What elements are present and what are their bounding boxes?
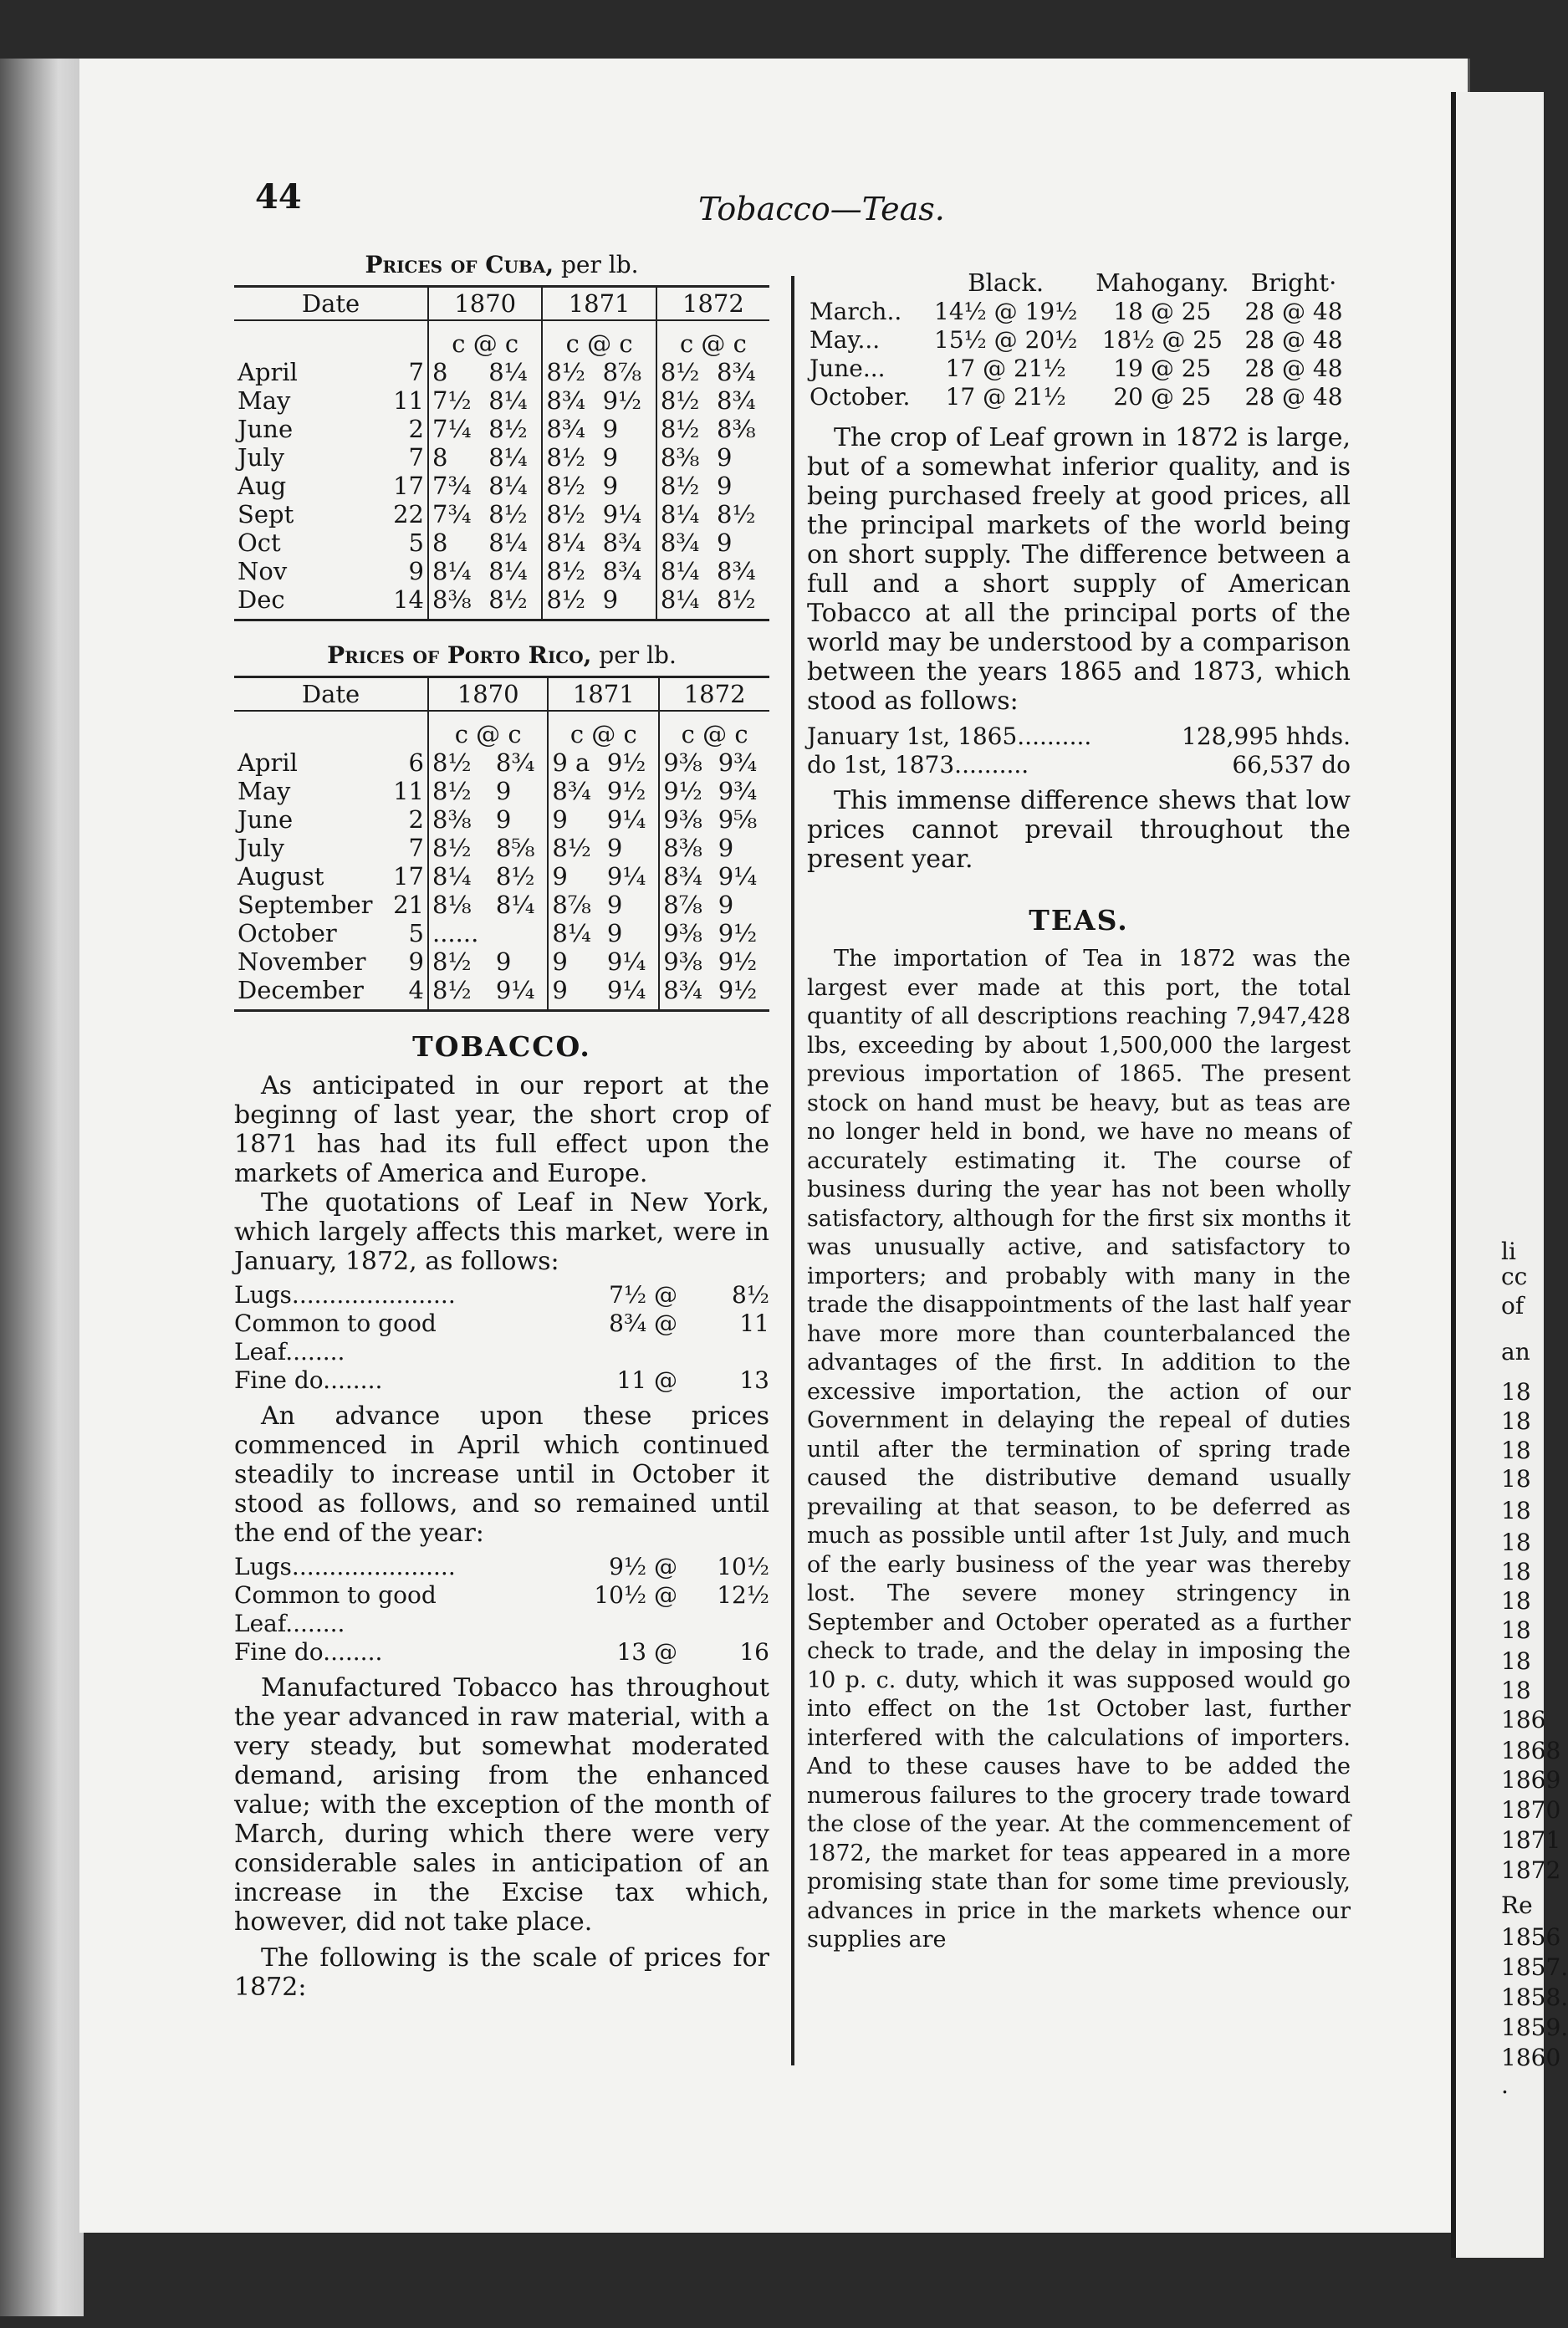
table-row xyxy=(234,472,769,500)
price-cell: 9 xyxy=(495,777,512,805)
month-cell: October xyxy=(237,919,337,947)
price-cell: 9½ xyxy=(659,777,714,805)
january-quotations xyxy=(234,1281,769,1395)
price-cell: 9⅜ xyxy=(659,947,714,976)
price-cell: 8 xyxy=(432,528,448,557)
table-row xyxy=(234,947,769,976)
day-cell: 5 xyxy=(387,528,428,557)
day-cell: 17 xyxy=(387,862,428,891)
teas-section xyxy=(807,945,1351,1955)
quotation-cell: Lugs...................... xyxy=(234,1553,456,1580)
day-cell: 9 xyxy=(387,557,428,585)
price-cell: 8½ xyxy=(656,415,713,443)
price-cell: 9 xyxy=(606,834,623,862)
price-cell: 9¼ xyxy=(718,862,758,891)
month-cell: Sept xyxy=(237,500,294,528)
price-cell: 8½ xyxy=(495,862,535,891)
day-cell: 2 xyxy=(387,415,428,443)
cents-at-cents-label: c @ c xyxy=(548,711,659,748)
price-cell: 9¾ xyxy=(718,777,758,805)
day-cell: 9 xyxy=(387,947,428,976)
price-cell: 9 xyxy=(718,891,734,919)
price-cell: 8½ xyxy=(432,748,472,777)
blank-cell xyxy=(387,711,428,748)
facing-page-fragment: 18 xyxy=(1501,1465,1531,1493)
column-divider xyxy=(791,276,794,2065)
price-cell: 9½ xyxy=(606,777,646,805)
price-cell: 8¼ xyxy=(488,557,528,585)
price-cell: 8 xyxy=(432,358,448,386)
price-cell: 7¾ xyxy=(432,472,472,500)
price-cell: 8¼ xyxy=(656,585,713,620)
price-cell: 8½ xyxy=(656,472,713,500)
price-cell: 8⅞ xyxy=(548,891,603,919)
scale-cell: March.. xyxy=(810,298,902,325)
price-cell: 8¾ xyxy=(548,777,603,805)
price-cell: 9 xyxy=(602,415,619,443)
price-cell: 9½ xyxy=(715,976,769,1011)
month-cell: July xyxy=(237,443,284,472)
price-cell: 7¾ xyxy=(432,500,472,528)
table-row xyxy=(234,834,769,862)
quotation-cell: 10½ @ xyxy=(594,1581,677,1609)
price-cell: 9½ xyxy=(606,748,646,777)
price-cell: 8¼ xyxy=(656,557,713,585)
price-cell: 8½ xyxy=(542,472,599,500)
month-cell: July xyxy=(237,834,284,862)
blank-cell xyxy=(234,320,387,358)
quotation-cell: 16 xyxy=(739,1638,769,1666)
price-cell xyxy=(493,919,548,947)
price-cell: 8⅜ xyxy=(428,585,485,620)
blank-cell xyxy=(387,320,428,358)
price-cell: 8½ xyxy=(656,358,713,386)
scale-cell: 17 @ 21½ xyxy=(945,355,1066,382)
quotation-cell: Common to good Leaf........ xyxy=(234,1310,437,1366)
table-row xyxy=(234,585,769,620)
facing-page-fragment: 1871 xyxy=(1501,1826,1561,1854)
leaf-paragraph: The crop of Leaf grown in 1872 is large, but of a somewhat inferior quality, and is being purchased freely at good prices, all the principal markets of the world being on short supply. The difference between a full and a short supply of American Tobacco at all the principal ports of the world may be understood by a comparison between the years 1865 and 1873, which stood as follows: xyxy=(807,423,1351,716)
price-cell: 9 xyxy=(548,947,603,976)
month-cell: December xyxy=(234,976,387,1011)
price-cell: 8¼ xyxy=(432,862,472,891)
price-cell: 9¼ xyxy=(606,947,646,976)
quotation-cell: 11 @ xyxy=(616,1366,677,1394)
price-cell: 8½ xyxy=(485,585,542,620)
price-cell: 8¾ xyxy=(495,748,535,777)
quotation-cell: 8½ xyxy=(732,1281,769,1309)
price-cell: 8¼ xyxy=(488,472,528,500)
price-cell: 9 xyxy=(548,862,603,891)
scale-cell: June... xyxy=(810,355,886,382)
price-cell: 8½ xyxy=(432,777,472,805)
month-cell: April xyxy=(237,358,298,386)
month-cell: Aug xyxy=(237,472,287,500)
year-header: 1870 xyxy=(428,287,542,321)
facing-page-fragment: 18 xyxy=(1501,1677,1531,1704)
quotation-cell: 9½ @ xyxy=(609,1553,677,1580)
facing-page-fragment: Re xyxy=(1501,1892,1533,1919)
price-cell: 9 xyxy=(606,891,623,919)
day-cell: 2 xyxy=(387,805,428,834)
price-cell: 8½ xyxy=(713,585,769,620)
quotation-cell: 10½ xyxy=(717,1553,769,1580)
price-cell: 8½ xyxy=(432,947,472,976)
price-cell: 9 xyxy=(600,585,656,620)
month-cell: Dec xyxy=(234,585,387,620)
table-row xyxy=(234,862,769,891)
price-cell: 7½ xyxy=(432,386,472,415)
scale-cell: October. xyxy=(810,383,911,411)
day-cell: 6 xyxy=(387,748,428,777)
teas-heading: TEAS. xyxy=(1029,904,1129,937)
price-cell: 8½ xyxy=(432,834,472,862)
price-cell: 9¼ xyxy=(606,805,646,834)
left-column xyxy=(234,251,769,2002)
price-cell: 8¾ xyxy=(602,528,642,557)
price-cell: 9 xyxy=(606,919,623,947)
price-cell: 9 xyxy=(602,443,619,472)
price-cell: 9 xyxy=(602,472,619,500)
facing-page-fragment: 1859. xyxy=(1501,2014,1568,2041)
price-cell: 8¾ xyxy=(542,386,599,415)
scale-cell: 28 @ 48 xyxy=(1244,326,1343,354)
price-cell: 8⅜ xyxy=(659,834,714,862)
price-cell: 8 xyxy=(432,443,448,472)
price-cell: 8¾ xyxy=(717,557,756,585)
price-cell: 9½ xyxy=(718,919,758,947)
quotation-cell: 13 @ xyxy=(616,1638,677,1666)
day-cell: 11 xyxy=(387,386,428,415)
price-cell: 8¾ xyxy=(659,976,714,1011)
quotation-cell: Common to good Leaf........ xyxy=(234,1581,437,1637)
facing-page-fragment: 1869 xyxy=(1501,1766,1561,1794)
porto-rico-price-table xyxy=(234,676,769,1012)
day-cell: 11 xyxy=(387,777,428,805)
tobacco-paragraph: The quotations of Leaf in New York, which largely affects this market, were in January, 1872, as follows: xyxy=(234,1188,769,1276)
price-cell: 9⅜ xyxy=(659,805,714,834)
price-cell: 8¾ xyxy=(602,557,642,585)
month-cell: May xyxy=(237,777,291,805)
year-header: 1871 xyxy=(548,677,659,712)
tobacco-paragraph: Manufactured Tobacco has throughout the year advanced in raw material, with a very steady, but somewhat moderated demand, arising from the enhanced value; with the exception of the month of March, during which there were very considerable sales in anticipation of an increase in the Excise tax which, however, did not take place. xyxy=(234,1673,769,1937)
day-cell: 14 xyxy=(387,585,428,620)
tobacco-paragraph: An advance upon these prices commenced in April which continued steadily to increase until in October it stood as follows, and so remained until the end of the year: xyxy=(234,1401,769,1548)
price-cell: 8½ xyxy=(548,834,603,862)
price-cell: 8¼ xyxy=(488,443,528,472)
facing-page-fragment: 18 xyxy=(1501,1616,1531,1644)
table-row xyxy=(234,891,769,919)
scale-cell: 28 @ 48 xyxy=(1244,383,1343,411)
price-cell: 9¼ xyxy=(606,862,646,891)
facing-page-fragment: cc xyxy=(1501,1263,1528,1290)
price-scale-table xyxy=(807,268,1351,411)
scale-header: Mahogany. xyxy=(1096,268,1229,297)
facing-page-fragment: 1868 xyxy=(1501,1737,1561,1764)
price-cell: 9⅝ xyxy=(718,805,758,834)
price-cell: 8½ xyxy=(488,500,528,528)
price-cell: 8¾ xyxy=(717,386,756,415)
price-cell: 8¾ xyxy=(542,415,599,443)
table-row xyxy=(234,358,769,386)
cents-at-cents-row xyxy=(234,711,769,748)
stock-cell: do 1st, 1873.......... xyxy=(807,751,1029,779)
table-row xyxy=(234,500,769,528)
price-cell: 8¼ xyxy=(432,557,472,585)
facing-page-fragment: 186 xyxy=(1501,1706,1546,1733)
price-cell: 9½ xyxy=(602,386,642,415)
scale-header: Black. xyxy=(968,268,1044,297)
table-row xyxy=(807,326,1351,355)
price-cell: 8⅝ xyxy=(495,834,535,862)
price-cell: 8¾ xyxy=(656,528,713,557)
year-header: 1872 xyxy=(659,677,769,712)
price-cell: 8⅜ xyxy=(656,443,713,472)
price-cell: 9 xyxy=(717,472,733,500)
price-cell: 8½ xyxy=(717,500,756,528)
facing-page-fragment: li xyxy=(1501,1238,1516,1265)
cents-at-cents-label: c @ c xyxy=(656,320,769,358)
price-cell: 9 xyxy=(718,834,734,862)
cuba-price-table xyxy=(234,285,769,621)
year-header: 1871 xyxy=(542,287,656,321)
price-cell: 8¼ xyxy=(542,528,599,557)
price-cell: 9 a xyxy=(548,748,603,777)
quotation-cell: 8¾ @ xyxy=(609,1310,677,1337)
month-cell: June xyxy=(237,415,294,443)
scale-cell: 18 @ 25 xyxy=(1113,298,1212,325)
day-cell: 22 xyxy=(387,500,428,528)
price-cell: 9⅜ xyxy=(659,748,714,777)
quotation-cell: Lugs...................... xyxy=(234,1281,456,1309)
facing-page-fragment: of xyxy=(1501,1292,1525,1320)
cents-at-cents-label: c @ c xyxy=(542,320,656,358)
page-number: 44 xyxy=(255,177,302,217)
quotation-cell: Fine do........ xyxy=(234,1638,383,1666)
price-cell: 8¼ xyxy=(488,528,528,557)
date-header: Date xyxy=(234,287,428,321)
scale-cell: 18½ @ 25 xyxy=(1101,326,1223,354)
price-cell: 8½ xyxy=(542,358,599,386)
tobacco-paragraph: The following is the scale of prices for 1872: xyxy=(234,1943,769,2002)
month-cell: June xyxy=(237,805,294,834)
quotation-cell: 12½ xyxy=(717,1581,769,1609)
blank-cell xyxy=(234,711,387,748)
price-cell: ...... xyxy=(432,919,479,947)
facing-page-fragment: 18 xyxy=(1501,1437,1531,1464)
facing-page-fragment: 1858. xyxy=(1501,1983,1568,2011)
price-cell: 9¼ xyxy=(602,500,642,528)
porto-rico-table-caption: Prices of Porto Rico, per lb. xyxy=(327,641,677,669)
day-cell: 5 xyxy=(387,919,428,947)
facing-page-fragment: 18 xyxy=(1501,1529,1531,1556)
table-row xyxy=(234,976,769,1011)
facing-page-fragment: 1856 xyxy=(1501,1923,1561,1951)
day-cell: 17 xyxy=(387,472,428,500)
year-header: 1870 xyxy=(428,677,548,712)
price-cell: 8½ xyxy=(542,500,599,528)
price-cell: 8⅜ xyxy=(717,415,756,443)
book-spine xyxy=(0,59,84,2316)
table-row xyxy=(234,805,769,834)
scale-cell: 20 @ 25 xyxy=(1113,383,1212,411)
price-cell: 8½ xyxy=(542,557,599,585)
month-cell: November xyxy=(237,947,366,976)
price-cell: 8¾ xyxy=(717,358,756,386)
stock-cell: 128,995 hhds. xyxy=(1182,722,1351,750)
quotation-cell: 11 xyxy=(739,1310,769,1337)
price-cell: 9 xyxy=(717,528,733,557)
table-row xyxy=(807,355,1351,383)
price-cell: 7¼ xyxy=(432,415,472,443)
price-cell: 9 xyxy=(548,805,603,834)
facing-page-fragment: 18 xyxy=(1501,1497,1531,1524)
right-column xyxy=(807,268,1351,1955)
price-cell: 8½ xyxy=(488,415,528,443)
facing-page-fragment: 18 xyxy=(1501,1378,1531,1406)
price-cell: 8¼ xyxy=(495,891,535,919)
table-row xyxy=(234,919,769,947)
price-cell: 9¾ xyxy=(718,748,758,777)
price-cell: 8⅛ xyxy=(432,891,472,919)
facing-page-fragment: 18 xyxy=(1501,1558,1531,1585)
price-cell: 9⅜ xyxy=(659,919,714,947)
scale-cell: 28 @ 48 xyxy=(1244,355,1343,382)
date-header: Date xyxy=(234,677,428,712)
price-cell: 8¼ xyxy=(488,358,528,386)
price-cell: 8¾ xyxy=(659,862,714,891)
price-cell: 8½ xyxy=(542,443,599,472)
facing-page-fragment: 18 xyxy=(1501,1587,1531,1615)
month-cell: May xyxy=(237,386,291,415)
price-cell: 9 xyxy=(548,976,603,1011)
leaf-paragraph: This immense difference shews that low prices cannot prevail throughout the present year. xyxy=(807,786,1351,874)
table-row xyxy=(234,777,769,805)
scale-cell: 19 @ 25 xyxy=(1113,355,1212,382)
stock-cell: January 1st, 1865.......... xyxy=(807,722,1092,750)
day-cell: 7 xyxy=(387,443,428,472)
scale-cell: 28 @ 48 xyxy=(1244,298,1343,325)
price-cell: 8⅞ xyxy=(659,891,714,919)
cuba-table-caption: Prices of Cuba, per lb. xyxy=(365,251,639,278)
month-cell: September xyxy=(237,891,373,919)
facing-page-fragment: 1870 xyxy=(1501,1796,1561,1824)
price-cell: 8½ xyxy=(656,386,713,415)
price-cell: 8½ xyxy=(542,585,599,620)
price-cell: 8¼ xyxy=(656,500,713,528)
quotation-cell: 13 xyxy=(739,1366,769,1394)
table-row xyxy=(807,383,1351,411)
month-cell: August xyxy=(237,862,324,891)
month-cell: April xyxy=(237,748,298,777)
table-row xyxy=(234,415,769,443)
quotation-cell: Fine do........ xyxy=(234,1366,383,1394)
stock-cell: 66,537 do xyxy=(1232,751,1351,779)
stock-comparison xyxy=(807,722,1351,779)
quotation-cell: 7½ @ xyxy=(609,1281,677,1309)
scale-cell: 15½ @ 20½ xyxy=(934,326,1078,354)
facing-page-fragment: an xyxy=(1501,1338,1530,1366)
day-cell: 7 xyxy=(387,834,428,862)
price-cell: 9 xyxy=(495,947,512,976)
october-quotations xyxy=(234,1553,769,1667)
cents-at-cents-label: c @ c xyxy=(454,720,522,748)
month-cell: Nov xyxy=(237,557,288,585)
teas-paragraph: The importation of Tea in 1872 was the largest ever made at this port, the total quantity of all descriptions reaching 7,947,428 lbs, exceeding by about 1,500,000 the largest previous importation of 1865. The present stock on hand must be heavy, but as teas are no longer held in bond, we have no means of accurately estimating it. The course of business during the year has not been wholly satisfactory, although for the first six months it was unusually active, and satisfactory to importers; and probably with many in the trade the disappointments of the last half year have more more than counterbalanced the advantages of the first. In addition to the excessive importation, the action of our Government in delaying the repeal of duties until after the termination of spring trade caused the distributive demand usually prevailing at that season, to be deferred as much as possible until after 1st July, and much of the early business of the year was thereby lost. The severe money stringency in September and October operated as a further check to trade, and the delay in imposing the 10 p. c. duty, which it was supposed would go into effect on the 1st October last, further interfered with the calculations of importers. And to these causes have to be added the numerous failures to the grocery trade toward the close of the year. At the commencement of 1872, the market for teas appeared in a more promising state than for some time previously, advances in price in the markets whence our supplies are xyxy=(807,946,1351,1953)
table-row xyxy=(234,748,769,777)
cents-at-cents-label: c @ c xyxy=(452,329,519,358)
cents-at-cents-label: c @ c xyxy=(659,711,769,748)
price-cell: 9¼ xyxy=(493,976,548,1011)
day-cell: 21 xyxy=(387,891,428,919)
facing-page-fragment: 18 xyxy=(1501,1407,1531,1435)
price-cell: 9 xyxy=(495,805,512,834)
price-cell: 9 xyxy=(717,443,733,472)
price-cell: 8¼ xyxy=(548,919,603,947)
table-row xyxy=(234,557,769,585)
table-row xyxy=(234,528,769,557)
facing-page-fragment: 1857. xyxy=(1501,1953,1568,1981)
scale-cell: 14½ @ 19½ xyxy=(934,298,1078,325)
price-cell: 9½ xyxy=(718,947,758,976)
price-cell: 8⅞ xyxy=(602,358,642,386)
price-cell: 8½ xyxy=(428,976,493,1011)
price-cell: 8¼ xyxy=(488,386,528,415)
table-row xyxy=(234,386,769,415)
scale-cell: 17 @ 21½ xyxy=(945,383,1066,411)
facing-page-fragment: 1860 . xyxy=(1501,2044,1561,2099)
year-header: 1872 xyxy=(656,287,769,321)
tobacco-heading: TOBACCO. xyxy=(412,1030,591,1063)
facing-page-fragment: 1872 xyxy=(1501,1856,1561,1884)
tobacco-paragraph: As anticipated in our report at the beginng of last year, the short crop of 1871 has had its full effect upon the markets of America and Europe. xyxy=(234,1071,769,1188)
table-row xyxy=(234,443,769,472)
cents-at-cents-row xyxy=(234,320,769,358)
day-cell: 4 xyxy=(387,976,428,1011)
facing-page-fragment: 18 xyxy=(1501,1647,1531,1675)
scale-cell: May... xyxy=(810,326,881,354)
price-cell: 8⅜ xyxy=(432,805,472,834)
scale-header: Bright· xyxy=(1250,268,1337,297)
running-title: Tobacco—Teas. xyxy=(698,191,945,227)
table-row xyxy=(807,298,1351,326)
price-cell: 9¼ xyxy=(604,976,659,1011)
day-cell: 7 xyxy=(387,358,428,386)
month-cell: Oct xyxy=(237,528,281,557)
